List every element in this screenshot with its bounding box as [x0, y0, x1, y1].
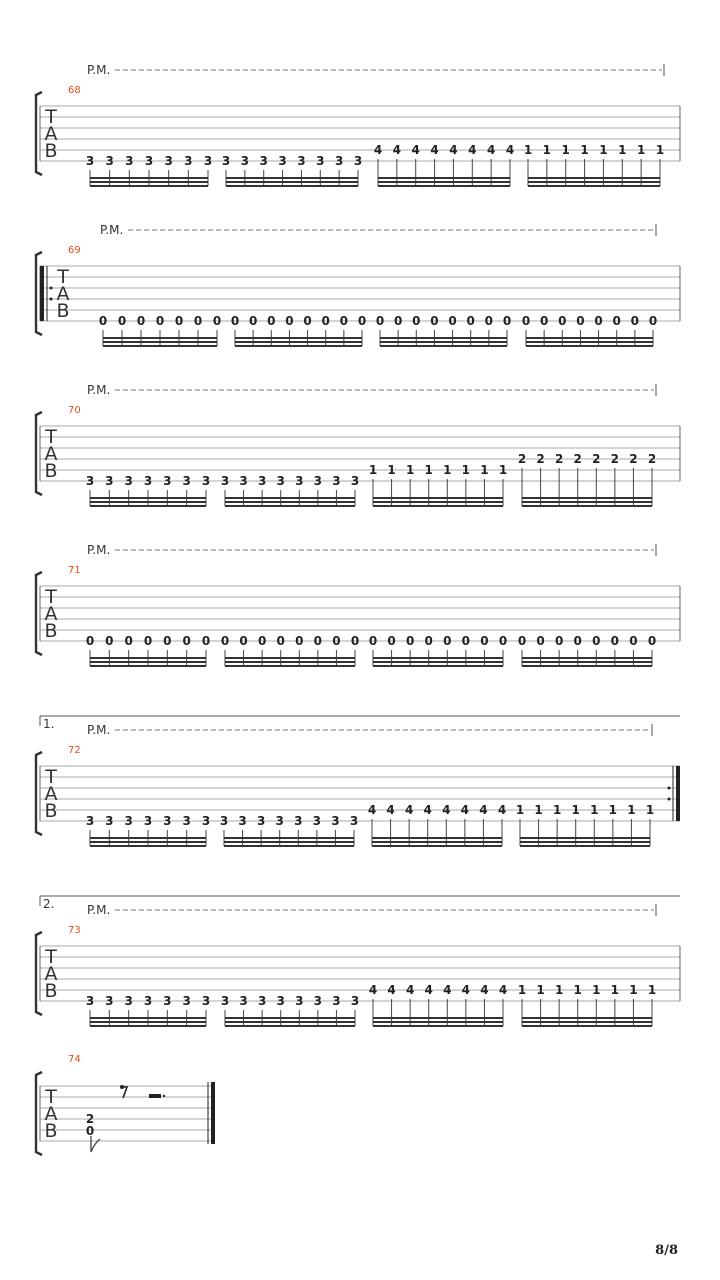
fret-number: 0 — [193, 314, 203, 328]
fret-number: 3 — [239, 994, 248, 1008]
fret-number: 3 — [105, 474, 114, 488]
fret-number: 3 — [164, 154, 173, 168]
fret-number: 3 — [143, 994, 153, 1008]
fret-number: 3 — [125, 154, 134, 168]
fret-number: 0 — [350, 634, 360, 648]
fret-number: 4 — [479, 803, 488, 817]
tab-clef-letter: B — [44, 140, 58, 162]
repeat-dot — [668, 798, 671, 801]
fret-number: 3 — [201, 994, 211, 1008]
fret-number: 0 — [143, 634, 153, 648]
fret-number: 3 — [256, 814, 266, 828]
fret-number: 3 — [124, 994, 133, 1008]
volta-ending-label: 2. — [43, 897, 55, 911]
fret-number: 3 — [85, 994, 95, 1008]
system-bracket — [36, 932, 42, 1015]
system-bracket — [36, 572, 42, 655]
fret-number: 0 — [387, 634, 396, 648]
fret-number: 4 — [498, 983, 508, 997]
fret-number: 0 — [466, 314, 475, 328]
fret-number: 0 — [295, 634, 304, 648]
fret-number: 1 — [645, 803, 655, 817]
fret-number: 1 — [636, 143, 646, 157]
fret-number: 0 — [321, 314, 330, 328]
volta-ending-label: 1. — [43, 717, 55, 731]
fret-number: 0 — [174, 314, 184, 328]
fret-number: 3 — [353, 154, 363, 168]
fret-number: 1 — [592, 983, 601, 997]
fret-number: 0 — [430, 314, 439, 328]
bar-number: 71 — [68, 565, 81, 576]
fret-number: 3 — [332, 474, 341, 488]
tab-clef-letter: B — [44, 1120, 58, 1142]
fret-number: 0 — [230, 314, 240, 328]
fret-number: 2 — [629, 452, 638, 466]
repeat-dot — [50, 298, 53, 301]
fret-number: 0 — [248, 314, 258, 328]
fret-number: 3 — [105, 154, 114, 168]
fret-number: 1 — [387, 463, 396, 477]
fret-number: 2 — [647, 452, 657, 466]
fret-number: 2 — [554, 452, 564, 466]
chord-fret-number: 0 — [85, 1124, 95, 1138]
tab-clef-letter: T — [45, 586, 57, 608]
fret-number: 3 — [85, 814, 95, 828]
fret-number: 1 — [629, 983, 638, 997]
fret-number: 1 — [534, 803, 543, 817]
half-rest-symbol — [149, 1094, 161, 1098]
fret-number: 4 — [405, 983, 415, 997]
fret-number: 1 — [542, 143, 552, 157]
tab-clef-letter: B — [44, 620, 58, 642]
fret-number: 0 — [182, 634, 191, 648]
tab-clef-letter: B — [44, 800, 58, 822]
fret-number: 0 — [220, 634, 230, 648]
fret-number: 1 — [523, 143, 533, 157]
fret-number: 1 — [618, 143, 627, 157]
fret-number: 0 — [117, 314, 127, 328]
fret-number: 1 — [552, 803, 562, 817]
fret-number: 0 — [594, 314, 603, 328]
fret-number: 1 — [480, 463, 489, 477]
fret-number: 0 — [339, 314, 349, 328]
fret-number: 3 — [312, 814, 322, 828]
fret-number: 0 — [502, 314, 512, 328]
fret-number: 3 — [203, 154, 213, 168]
fret-number: 4 — [423, 803, 432, 817]
fret-number: 3 — [316, 154, 325, 168]
fret-number: 3 — [105, 994, 114, 1008]
tab-clef-letter: A — [44, 123, 58, 145]
fret-number: 0 — [105, 634, 114, 648]
fret-number: 0 — [393, 314, 403, 328]
fret-number: 0 — [573, 634, 582, 648]
fret-number: 3 — [349, 814, 359, 828]
fret-number: 0 — [629, 634, 638, 648]
fret-number: 1 — [498, 463, 508, 477]
fret-number: 4 — [480, 983, 489, 997]
fret-number: 0 — [480, 634, 489, 648]
fret-number: 0 — [521, 314, 531, 328]
fret-number: 4 — [505, 143, 515, 157]
fret-number: 1 — [424, 463, 433, 477]
fret-number: 0 — [539, 314, 549, 328]
tab-clef-letter: T — [45, 1086, 57, 1108]
fret-number: 3 — [276, 474, 285, 488]
fret-number: 1 — [599, 143, 608, 157]
bar-number: 70 — [68, 405, 81, 416]
tab-clef-letter: A — [44, 1103, 58, 1125]
tab-clef-letter: T — [45, 426, 57, 448]
fret-number: 3 — [124, 474, 133, 488]
fret-number: 0 — [98, 314, 108, 328]
fret-number: 0 — [424, 634, 433, 648]
fret-number: 0 — [267, 314, 276, 328]
fret-number: 0 — [257, 634, 267, 648]
fret-number: 4 — [404, 803, 414, 817]
fret-number: 3 — [295, 474, 304, 488]
fret-number: 3 — [143, 814, 153, 828]
fret-number: 4 — [367, 803, 377, 817]
eighth-rest-dot — [120, 1085, 124, 1089]
fret-number: 3 — [105, 814, 114, 828]
fret-number: 0 — [576, 314, 585, 328]
fret-number: 0 — [313, 634, 323, 648]
bar-number: 73 — [68, 925, 81, 936]
fret-number: 3 — [239, 474, 248, 488]
fret-number: 3 — [220, 994, 230, 1008]
fret-number: 4 — [392, 143, 402, 157]
fret-number: 3 — [124, 814, 133, 828]
fret-number: 1 — [368, 463, 378, 477]
fret-number: 1 — [573, 983, 582, 997]
fret-number: 0 — [303, 314, 312, 328]
tab-clef-letter: A — [44, 963, 58, 985]
fret-number: 4 — [368, 983, 378, 997]
fret-number: 4 — [442, 803, 451, 817]
palm-mute-label: P.M. — [87, 63, 111, 77]
fret-number: 3 — [313, 994, 323, 1008]
fret-number: 4 — [449, 143, 458, 157]
fret-number: 3 — [240, 154, 250, 168]
fret-number: 0 — [276, 634, 285, 648]
fret-number: 3 — [221, 154, 231, 168]
fret-number: 0 — [554, 634, 564, 648]
fret-number: 3 — [184, 154, 193, 168]
fret-number: 3 — [350, 994, 360, 1008]
fret-number: 0 — [461, 634, 471, 648]
tab-clef-letter: A — [44, 783, 58, 805]
fret-number: 3 — [350, 474, 360, 488]
palm-mute-label: P.M. — [100, 223, 124, 237]
fret-number: 0 — [124, 634, 133, 648]
fret-number: 0 — [517, 634, 527, 648]
fret-number: 0 — [448, 314, 457, 328]
fret-number: 1 — [515, 803, 525, 817]
fret-number: 3 — [238, 814, 247, 828]
tab-clef-letter: A — [44, 443, 58, 465]
fret-number: 1 — [554, 983, 564, 997]
tab-clef-letter: T — [57, 266, 69, 288]
fret-number: 0 — [155, 314, 165, 328]
fret-number: 1 — [655, 143, 665, 157]
tab-clef-letter: T — [45, 766, 57, 788]
fret-number: 1 — [571, 803, 580, 817]
fret-number: 0 — [592, 634, 601, 648]
fret-number: 4 — [497, 803, 507, 817]
chord-fret-number: 2 — [85, 1112, 95, 1126]
dotted-rest-dot — [163, 1095, 165, 1097]
fret-number: 1 — [610, 983, 620, 997]
fret-number: 4 — [386, 803, 395, 817]
fret-number: 1 — [443, 463, 452, 477]
fret-number: 1 — [461, 463, 471, 477]
fret-number: 4 — [373, 143, 383, 157]
fret-number: 0 — [536, 634, 545, 648]
fret-number: 2 — [573, 452, 582, 466]
fret-number: 3 — [331, 814, 340, 828]
fret-number: 0 — [498, 634, 508, 648]
fret-number: 0 — [412, 314, 421, 328]
page-number: 8/8 — [655, 1243, 678, 1258]
tab-clef-letter: B — [44, 460, 58, 482]
fret-number: 3 — [182, 994, 191, 1008]
fret-number: 3 — [201, 474, 211, 488]
fret-number: 0 — [285, 314, 294, 328]
fret-number: 3 — [144, 154, 154, 168]
fret-number: 4 — [468, 143, 477, 157]
system-bracket — [36, 1072, 42, 1155]
bar-number: 68 — [68, 85, 81, 96]
fret-number: 1 — [561, 143, 570, 157]
palm-mute-label: P.M. — [87, 543, 111, 557]
tab-clef-letter: A — [56, 283, 70, 305]
fret-number: 1 — [405, 463, 415, 477]
fret-number: 3 — [295, 994, 304, 1008]
fret-number: 3 — [220, 474, 230, 488]
fret-number: 0 — [163, 634, 172, 648]
fret-number: 4 — [424, 983, 433, 997]
fret-number: 1 — [536, 983, 545, 997]
fret-number: 1 — [580, 143, 589, 157]
fret-number: 3 — [294, 814, 303, 828]
fret-number: 4 — [443, 983, 452, 997]
bar-number: 74 — [68, 1054, 81, 1065]
fret-number: 2 — [592, 452, 601, 466]
fret-number: 0 — [85, 634, 95, 648]
fret-number: 0 — [558, 314, 567, 328]
fret-number: 3 — [297, 154, 306, 168]
fret-number: 0 — [239, 634, 248, 648]
system-bracket — [36, 412, 42, 495]
fret-number: 3 — [257, 994, 267, 1008]
fret-number: 3 — [275, 814, 284, 828]
fret-number: 0 — [443, 634, 452, 648]
fret-number: 3 — [85, 474, 95, 488]
fret-number: 4 — [461, 983, 471, 997]
fret-number: 2 — [517, 452, 527, 466]
fret-number: 1 — [608, 803, 618, 817]
fret-number: 0 — [375, 314, 385, 328]
fret-number: 3 — [278, 154, 287, 168]
tab-clef-letter: T — [45, 946, 57, 968]
fret-number: 3 — [182, 814, 191, 828]
fret-number: 0 — [357, 314, 367, 328]
palm-mute-label: P.M. — [87, 723, 111, 737]
fret-number: 3 — [334, 154, 344, 168]
fret-number: 0 — [648, 314, 658, 328]
fret-number: 0 — [136, 314, 146, 328]
tab-clef-letter: B — [56, 300, 70, 322]
fret-number: 0 — [212, 314, 222, 328]
tab-clef-letter: B — [44, 980, 58, 1002]
fret-number: 3 — [163, 814, 172, 828]
fret-number: 2 — [536, 452, 545, 466]
bar-number: 72 — [68, 745, 81, 756]
fret-number: 0 — [610, 634, 620, 648]
fret-number: 3 — [219, 814, 229, 828]
fret-number: 1 — [517, 983, 527, 997]
fret-number: 0 — [368, 634, 378, 648]
fret-number: 4 — [430, 143, 439, 157]
fret-number: 4 — [387, 983, 396, 997]
fret-number: 3 — [276, 994, 285, 1008]
fret-number: 0 — [484, 314, 494, 328]
fret-number: 3 — [85, 154, 95, 168]
fret-number: 3 — [259, 154, 268, 168]
fret-number: 0 — [630, 314, 640, 328]
system-bracket — [36, 752, 42, 835]
fret-number: 3 — [332, 994, 341, 1008]
fret-number: 4 — [460, 803, 470, 817]
bar-number: 69 — [68, 245, 81, 256]
fret-number: 3 — [163, 994, 172, 1008]
fret-number: 3 — [257, 474, 267, 488]
fret-number: 3 — [182, 474, 191, 488]
repeat-dot — [50, 287, 53, 290]
palm-mute-label: P.M. — [87, 903, 111, 917]
fret-number: 1 — [627, 803, 636, 817]
fret-number: 3 — [313, 474, 323, 488]
fret-number: 4 — [411, 143, 420, 157]
tab-clef-letter: A — [44, 603, 58, 625]
fret-number: 3 — [143, 474, 153, 488]
fret-number: 0 — [405, 634, 415, 648]
fret-number: 4 — [486, 143, 496, 157]
repeat-dot — [668, 787, 671, 790]
fret-number: 0 — [332, 634, 341, 648]
fret-number: 1 — [647, 983, 657, 997]
tab-clef-letter: T — [45, 106, 57, 128]
fret-number: 0 — [612, 314, 621, 328]
fret-number: 1 — [590, 803, 599, 817]
system-bracket — [36, 92, 42, 175]
fret-number: 0 — [647, 634, 657, 648]
palm-mute-label: P.M. — [87, 383, 111, 397]
fret-number: 3 — [201, 814, 211, 828]
note-flag — [91, 1136, 100, 1152]
fret-number: 3 — [163, 474, 172, 488]
fret-number: 0 — [201, 634, 211, 648]
fret-number: 2 — [610, 452, 620, 466]
